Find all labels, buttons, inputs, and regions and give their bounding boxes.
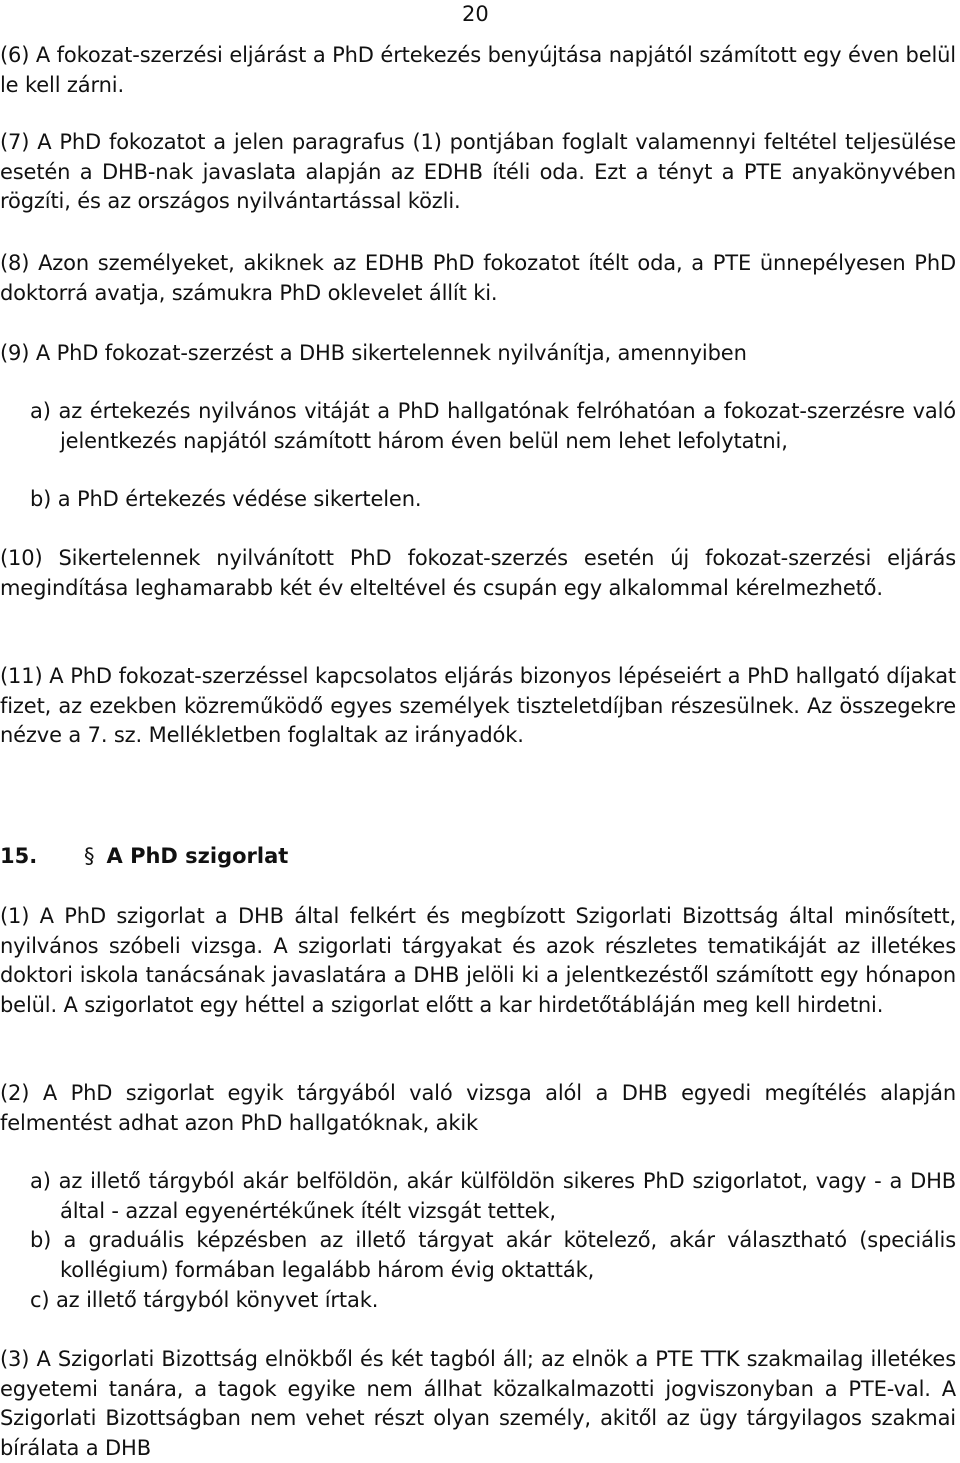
- paragraph-7: (7) A PhD fokozatot a jelen paragrafus (1) pontjában foglalt valamennyi feltétel teljesülése esetén a DHB-nak javaslata alapján az EDHB ítéli oda. Ezt a tényt a PTE anyakönyvében rögzíti, és az országos nyilvántartással közli.: [0, 130, 956, 213]
- paragraph-10: (10) Sikertelennek nyilvánított PhD fokozat-szerzés esetén új fokozat-szerzési eljárás megindítása leghamarabb két év elteltével és csupán egy alkalommal kérelmezhető.: [0, 546, 956, 600]
- paragraph-11: (11) A PhD fokozat-szerzéssel kapcsolatos eljárás bizonyos lépéseiért a PhD hallgató díjakat fizet, az ezekben közreműködő egyes személyek tiszteletdíjban részesülnek. Az összegekre nézve a 7. sz. Mellékletben foglaltak az irányadók.: [0, 664, 956, 747]
- section-symbol: §: [84, 844, 95, 868]
- list-item-2a-text: a) az illető tárgyból akár belföldön, akár külföldön sikeres PhD szigorlatot, vagy - a DHB által - azzal egyenértékűnek ítélt vizsgát tettek,: [30, 1169, 956, 1223]
- section-number: 15.: [0, 844, 38, 868]
- list-item-2a: [30, 1167, 956, 1226]
- list-item-9a: [30, 397, 956, 456]
- list-item-9b-text: b) a PhD értekezés védése sikertelen.: [30, 487, 422, 511]
- paragraph-6: (6) A fokozat-szerzési eljárást a PhD értekezés benyújtása napjától számított egy éven belül le kell zárni.: [0, 43, 956, 97]
- list-item-2b-text: b) a graduális képzésben az illető tárgyat akár kötelező, akár választható (speciális kollégium) formában legalább három évig oktatták,: [30, 1228, 956, 1282]
- section-paragraph-3: (3) A Szigorlati Bizottság elnökből és két tagból áll; az elnök a PTE TTK szakmailag illetékes egyetemi tanára, a tagok egyike nem állhat közalkalmazotti jogviszonyban a PTE-val. A Szigorlati Bizottságban nem vehet részt olyan személy, akitől az ügy tárgyilagos szakmai bírálata a DHB: [0, 1347, 956, 1460]
- section-title: A PhD szigorlat: [106, 844, 289, 868]
- paragraph-8: (8) Azon személyeket, akiknek az EDHB PhD fokozatot ítélt oda, a PTE ünnepélyesen PhD doktorrá avatja, számukra PhD oklevelet állít ki.: [0, 251, 956, 305]
- section-paragraph-1: (1) A PhD szigorlat a DHB által felkért és megbízott Szigorlati Bizottság által minősített, nyilvános szóbeli vizsga. A szigorlati tárgyakat és azok részletes tematikáját az illetékes doktori iskola tanácsának javaslatára a DHB jelöli ki a jelentkezéstől számított egy hónapon belül. A szigorlatot egy héttel a szigorlat előtt a kar hirdetőtábláján meg kell hirdetni.: [0, 904, 956, 1017]
- section-paragraph-2: (2) A PhD szigorlat egyik tárgyából való vizsga alól a DHB egyedi megítélés alapján felmentést adhat azon PhD hallgatóknak, akik: [0, 1081, 956, 1135]
- list-item-2c: [30, 1286, 956, 1316]
- page-number-value: 20: [462, 2, 489, 26]
- list-item-9a-text: a) az értekezés nyilvános vitáját a PhD hallgatónak felróhatóan a fokozat-szerzésre való jelentkezés napjától számított három éven belül nem lehet lefolytatni,: [30, 399, 956, 453]
- section-heading: [0, 842, 288, 871]
- list-item-9b: [30, 485, 956, 515]
- list-item-2c-text: c) az illető tárgyból könyvet írtak.: [30, 1288, 379, 1312]
- list-item-2b: [30, 1226, 956, 1285]
- paragraph-9: (9) A PhD fokozat-szerzést a DHB sikertelennek nyilvánítja, amennyiben: [0, 341, 747, 365]
